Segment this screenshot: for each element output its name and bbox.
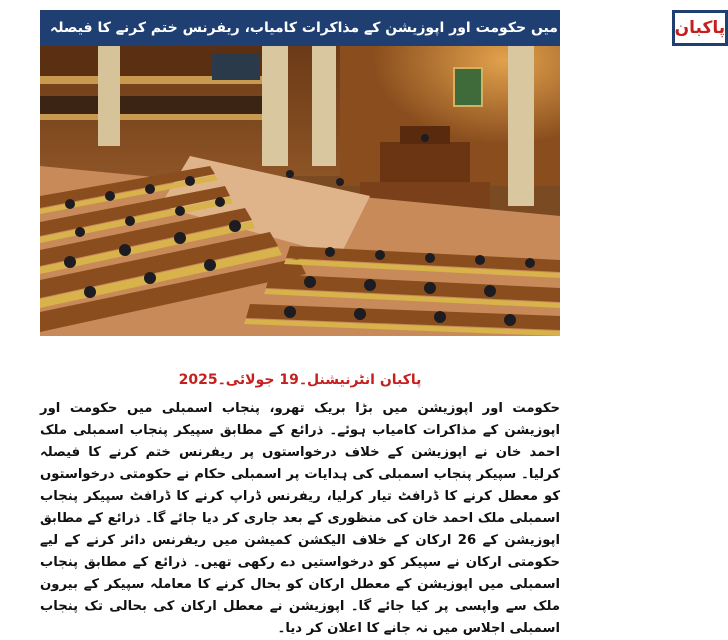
dateline: پاکبان انٹرنیشنل۔19 جولائی۔2025 <box>178 372 422 388</box>
article-paragraph: حکومت اور اپوزیشن میں بڑا بریک تھرو، پنجاب اسمبلی میں حکومت اور اپوزیشن کے مذاکرات کامیاب ہوئے۔ ذرائع کے مطابق سپیکر پنجاب اسمبلی ملک احمد خان نے اپوزیشن کے خلاف درخواستوں پر ریفرنس ختم کرنے کا فیصلہ کرلیا۔ سپیکر پنجاب اسمبلی کی ہدایات پر اسمبلی حکام نے حکومتی درخواستوں کو معطل کرنے کا ڈرافٹ تیار کرلیا، ریفرنس ڈراپ کرنے کا ڈرافٹ سپیکر پنجاب اسمبلی ملک احمد خان کی منظوری کے بعد جاری کر دیا جائے گا۔ ذرائع کے مطابق اپوزیشن کے 26 ارکان کے خلاف الیکشن کمیشن میں ریفرنس دائر کرنے کے لیے حکومتی ارکان نے سپیکر کو درخواستیں دے رکھی تھیں۔ ذرائع کے مطابق پنجاب اسمبلی میں اپوزیشن کے معطل ارکان کو بحال کرنے کا معاملہ سپیکر کے بیرون ملک سے واپسی پر کیا جائے گا۔ اپوزیشن نے معطل ارکان کی بحالی تک پنجاب اسمبلی اجلاس میں نہ جانے کا اعلان کر دیا۔ <box>40 401 560 636</box>
assembly-photo <box>40 46 560 336</box>
article-body <box>40 398 560 640</box>
headline: پنجاب اسمبلی میں حکومت اور اپوزیشن کے مذاکرات کامیاب، ریفرنس ختم کرنے کا فیصلہ <box>50 20 662 36</box>
assembly-chamber-illustration <box>40 46 560 336</box>
headline-banner <box>40 10 726 46</box>
brand-logo: پاکبان <box>672 10 728 46</box>
